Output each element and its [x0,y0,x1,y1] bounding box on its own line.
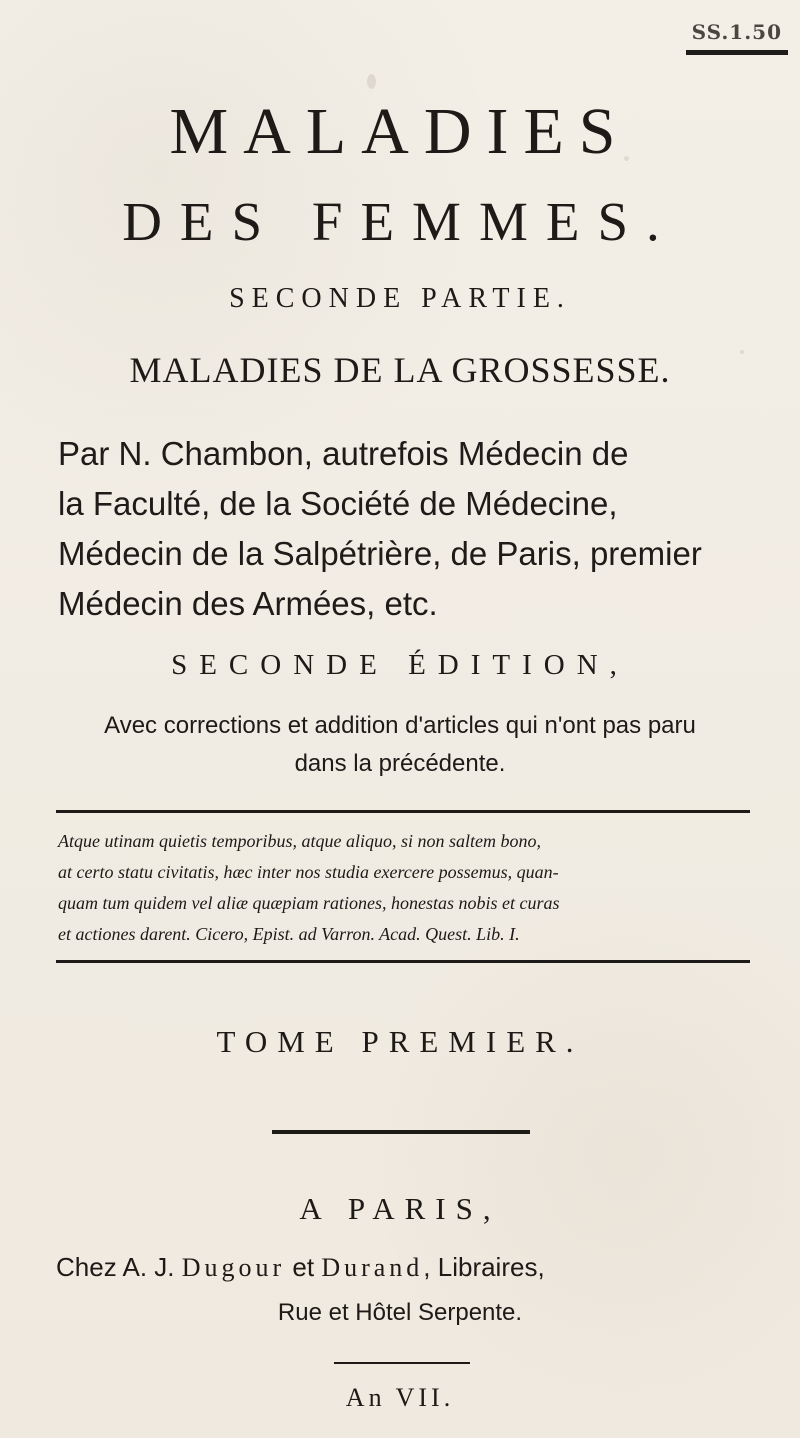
main-title-line-2: DES FEMMES. [122,191,678,252]
quote-line: Atque utinam quietis temporibus, atque aliquo, si non saltem bono, [58,831,541,851]
imprint-city: A PARIS, [299,1191,501,1226]
author-line: Par N. Chambon, autrefois Médecin de [58,435,629,472]
library-mark: SS.1.50 [686,18,788,55]
publisher-line [56,1252,756,1283]
publisher-prefix: Chez A. J. [56,1252,182,1282]
publisher-name: Dugour [181,1253,286,1282]
publisher-joiner: et [285,1252,322,1282]
subject-heading: MALADIES DE LA GROSSESSE. [129,350,671,390]
author-line: Médecin des Armées, etc. [58,585,438,622]
section-rule [56,960,750,963]
volume-heading: TOME PREMIER. [216,1024,584,1059]
edition-heading: SECONDE ÉDITION, [171,649,629,681]
edition-note-line: dans la précédente. [294,750,506,777]
main-title-line-1: MALADIES [169,95,631,168]
edition-note-line: Avec corrections et addition d'articles qui n'ont pas paru [104,712,696,739]
author-line: la Faculté, de la Société de Médecine, [58,485,618,522]
section-rule [56,810,750,813]
paper-stain [367,74,376,89]
publisher-name: Durand [321,1253,424,1282]
author-line: Médecin de la Salpétrière, de Paris, premier [58,535,702,572]
ornamental-rule [272,1130,530,1134]
publisher-suffix: , Libraires, [423,1252,545,1282]
publisher-address: Rue et Hôtel Serpente. [277,1299,523,1326]
part-heading: SECONDE PARTIE. [229,283,571,314]
publication-year: An VII. [345,1383,455,1412]
quote-line: et actiones darent. Cicero, Epist. ad Varron. Acad. Quest. Lib. I. [58,924,520,944]
quote-line: quam tum quidem vel aliæ quæpiam rationes, honestas nobis et curas [58,893,560,913]
quote-line: at certo statu civitatis, hæc inter nos studia exercere possemus, quan- [58,862,559,882]
bottom-rule [334,1362,470,1364]
